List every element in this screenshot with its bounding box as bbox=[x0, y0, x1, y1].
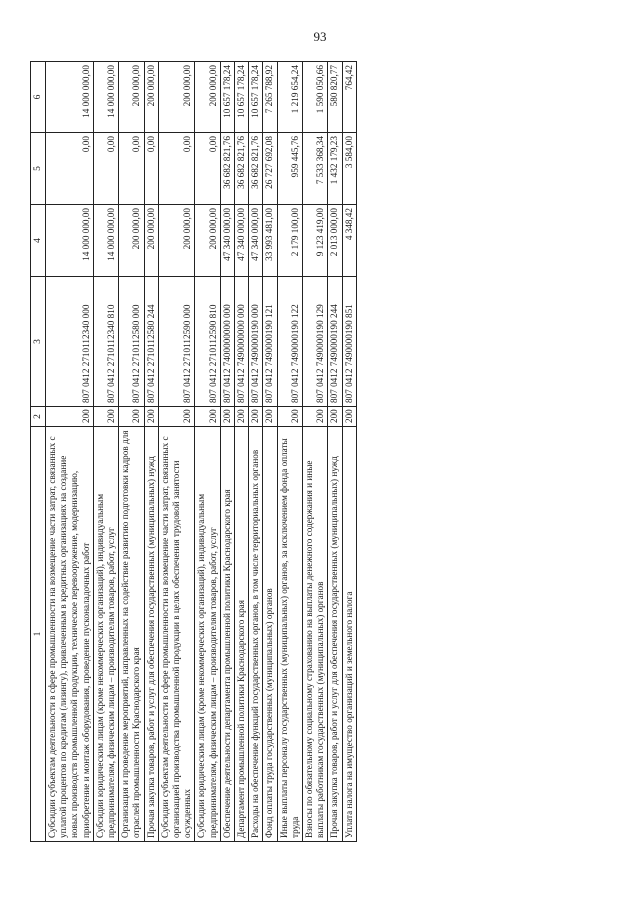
cell-col6: 200 000,00 bbox=[158, 62, 195, 133]
cell-col4: 200 000,00 bbox=[158, 205, 195, 277]
table-row bbox=[220, 62, 234, 842]
cell-kbk: 807 0412 7490000190 121 bbox=[263, 277, 277, 407]
cell-name: Организация и проведение мероприятий, направленных на содействие развитию подготовки кадров для отраслей промышленности Краснодарского края bbox=[119, 427, 144, 842]
cell-kbk: 807 0412 7490000190 000 bbox=[249, 277, 263, 407]
cell-col6: 10 657 178,24 bbox=[235, 62, 249, 133]
cell-code: 200 bbox=[263, 407, 277, 427]
cell-col5: 26 727 692,08 bbox=[263, 133, 277, 205]
cell-col4: 200 000,00 bbox=[144, 205, 158, 277]
cell-col5: 0,00 bbox=[93, 133, 118, 205]
cell-col4: 33 993 481,00 bbox=[263, 205, 277, 277]
cell-col4: 47 340 000,00 bbox=[249, 205, 263, 277]
cell-col6: 1 219 654,24 bbox=[277, 62, 302, 133]
cell-name: Субсидии субъектам деятельности в сфере промышленности на возмещение части затрат, связанных с уплатой процентов по кредитам (лизингу), привлеченным в кредитных организациях на создание новых производств промышленной продукции, техническое перевооружение, модернизацию, приобретение и монтаж оборудования, проведение пусконаладочных работ bbox=[46, 427, 94, 842]
table-row bbox=[263, 62, 277, 842]
table-row bbox=[235, 62, 249, 842]
cell-kbk: 807 0412 2710112340 810 bbox=[93, 277, 118, 407]
cell-col5: 0,00 bbox=[144, 133, 158, 205]
cell-kbk: 807 0412 7490000190 244 bbox=[328, 277, 342, 407]
cell-code: 200 bbox=[46, 407, 94, 427]
cell-col4: 4 348,42 bbox=[342, 205, 356, 277]
cell-col5: 1 432 179,23 bbox=[328, 133, 342, 205]
cell-name: Прочая закупка товаров, работ и услуг для обеспечения государственных (муниципальных) нужд bbox=[328, 427, 342, 842]
cell-kbk: 807 0412 7490000190 851 bbox=[342, 277, 356, 407]
cell-col5: 0,00 bbox=[195, 133, 220, 205]
cell-name: Взносы по обязательному социальному страхованию на выплаты денежного содержания и иные выплаты работникам государственных (муниципальных) органов bbox=[303, 427, 328, 842]
cell-col4: 200 000,00 bbox=[119, 205, 144, 277]
cell-col5: 36 682 821,76 bbox=[249, 133, 263, 205]
cell-col6: 200 000,00 bbox=[144, 62, 158, 133]
cell-code: 200 bbox=[342, 407, 356, 427]
cell-code: 200 bbox=[93, 407, 118, 427]
cell-col5: 959 445,76 bbox=[277, 133, 302, 205]
cell-name: Уплата налога на имущество организаций и земельного налога bbox=[342, 427, 356, 842]
cell-kbk: 807 0412 7490000190 129 bbox=[303, 277, 328, 407]
cell-name: Расходы на обеспечение функций государственных органов, в том числе территориальных органов bbox=[249, 427, 263, 842]
cell-col5: 3 584,00 bbox=[342, 133, 356, 205]
column-header: 2 bbox=[31, 407, 46, 427]
cell-code: 200 bbox=[158, 407, 195, 427]
cell-code: 200 bbox=[235, 407, 249, 427]
cell-col5: 7 533 368,34 bbox=[303, 133, 328, 205]
cell-name: Субсидии юридическим лицам (кроме некоммерческих организаций), индивидуальным предпринимателям, физическим лицам – производителям товаров, работ, услуг bbox=[195, 427, 220, 842]
cell-code: 200 bbox=[220, 407, 234, 427]
table-row bbox=[249, 62, 263, 842]
cell-code: 200 bbox=[144, 407, 158, 427]
cell-col6: 14 000 000,00 bbox=[93, 62, 118, 133]
cell-code: 200 bbox=[277, 407, 302, 427]
table-row bbox=[158, 62, 195, 842]
table-row bbox=[303, 62, 328, 842]
cell-col6: 14 000 000,00 bbox=[46, 62, 94, 133]
column-header: 6 bbox=[31, 62, 46, 133]
column-header: 3 bbox=[31, 277, 46, 407]
cell-col4: 47 340 000,00 bbox=[220, 205, 234, 277]
cell-kbk: 807 0412 2710112580 000 bbox=[119, 277, 144, 407]
cell-col6: 580 820,77 bbox=[328, 62, 342, 133]
table-row bbox=[46, 62, 94, 842]
cell-name: Фонд оплаты труда государственных (муниципальных) органов bbox=[263, 427, 277, 842]
cell-code: 200 bbox=[303, 407, 328, 427]
cell-col4: 2 179 100,00 bbox=[277, 205, 302, 277]
cell-col5: 0,00 bbox=[119, 133, 144, 205]
cell-col6: 10 657 178,24 bbox=[249, 62, 263, 133]
cell-col6: 7 265 788,92 bbox=[263, 62, 277, 133]
cell-col6: 764,42 bbox=[342, 62, 356, 133]
cell-name: Прочая закупка товаров, работ и услуг для обеспечения государственных (муниципальных) нужд bbox=[144, 427, 158, 842]
cell-name: Субсидии юридическим лицам (кроме некоммерческих организаций), индивидуальным предпринимателям, физическим лицам – производителям товаров, работ, услуг bbox=[93, 427, 118, 842]
page-number: 93 bbox=[313, 29, 327, 44]
table-body bbox=[31, 62, 357, 842]
cell-col4: 14 000 000,00 bbox=[93, 205, 118, 277]
cell-kbk: 807 0412 2710112590 000 bbox=[158, 277, 195, 407]
table-row bbox=[277, 62, 302, 842]
cell-col5: 0,00 bbox=[158, 133, 195, 205]
table-row bbox=[93, 62, 118, 842]
cell-col5: 36 682 821,76 bbox=[220, 133, 234, 205]
cell-kbk: 807 0412 2710112590 810 bbox=[195, 277, 220, 407]
cell-kbk: 807 0412 2710112580 244 bbox=[144, 277, 158, 407]
cell-col4: 9 123 419,00 bbox=[303, 205, 328, 277]
cell-name: Департамент промышленной политики Краснодарского края bbox=[235, 427, 249, 842]
cell-code: 200 bbox=[249, 407, 263, 427]
cell-col5: 0,00 bbox=[46, 133, 94, 205]
cell-col4: 2 013 000,00 bbox=[328, 205, 342, 277]
cell-kbk: 807 0412 7400000000 000 bbox=[220, 277, 234, 407]
table-row bbox=[195, 62, 220, 842]
cell-col4: 47 340 000,00 bbox=[235, 205, 249, 277]
cell-col6: 200 000,00 bbox=[119, 62, 144, 133]
cell-col4: 14 000 000,00 bbox=[46, 205, 94, 277]
cell-col6: 1 590 050,66 bbox=[303, 62, 328, 133]
cell-col5: 36 682 821,76 bbox=[235, 133, 249, 205]
table-row bbox=[342, 62, 356, 842]
column-header: 4 bbox=[31, 205, 46, 277]
cell-code: 200 bbox=[328, 407, 342, 427]
cell-code: 200 bbox=[119, 407, 144, 427]
cell-name: Обеспечение деятельности департамента промышленной политики Краснодарского края bbox=[220, 427, 234, 842]
budget-table bbox=[30, 61, 357, 842]
cell-col6: 200 000,00 bbox=[195, 62, 220, 133]
cell-name: Иные выплаты персоналу государственных (муниципальных) органов, за исключением фонда оплаты труда bbox=[277, 427, 302, 842]
header-row bbox=[31, 62, 46, 842]
budget-table-rotated bbox=[30, 62, 530, 842]
cell-kbk: 807 0412 2710112340 000 bbox=[46, 277, 94, 407]
cell-col6: 10 657 178,24 bbox=[220, 62, 234, 133]
table-row bbox=[328, 62, 342, 842]
cell-name: Субсидии субъектам деятельности в сфере промышленности на возмещение части затрат, связанных с организацией производства промышленной продукции в целях обеспечения трудовой занятости осужденных bbox=[158, 427, 195, 842]
table-row bbox=[119, 62, 144, 842]
cell-col4: 200 000,00 bbox=[195, 205, 220, 277]
column-header: 5 bbox=[31, 133, 46, 205]
cell-kbk: 807 0412 7490000190 122 bbox=[277, 277, 302, 407]
cell-kbk: 807 0412 7490000000 000 bbox=[235, 277, 249, 407]
cell-code: 200 bbox=[195, 407, 220, 427]
table-row bbox=[144, 62, 158, 842]
column-header: 1 bbox=[31, 427, 46, 842]
